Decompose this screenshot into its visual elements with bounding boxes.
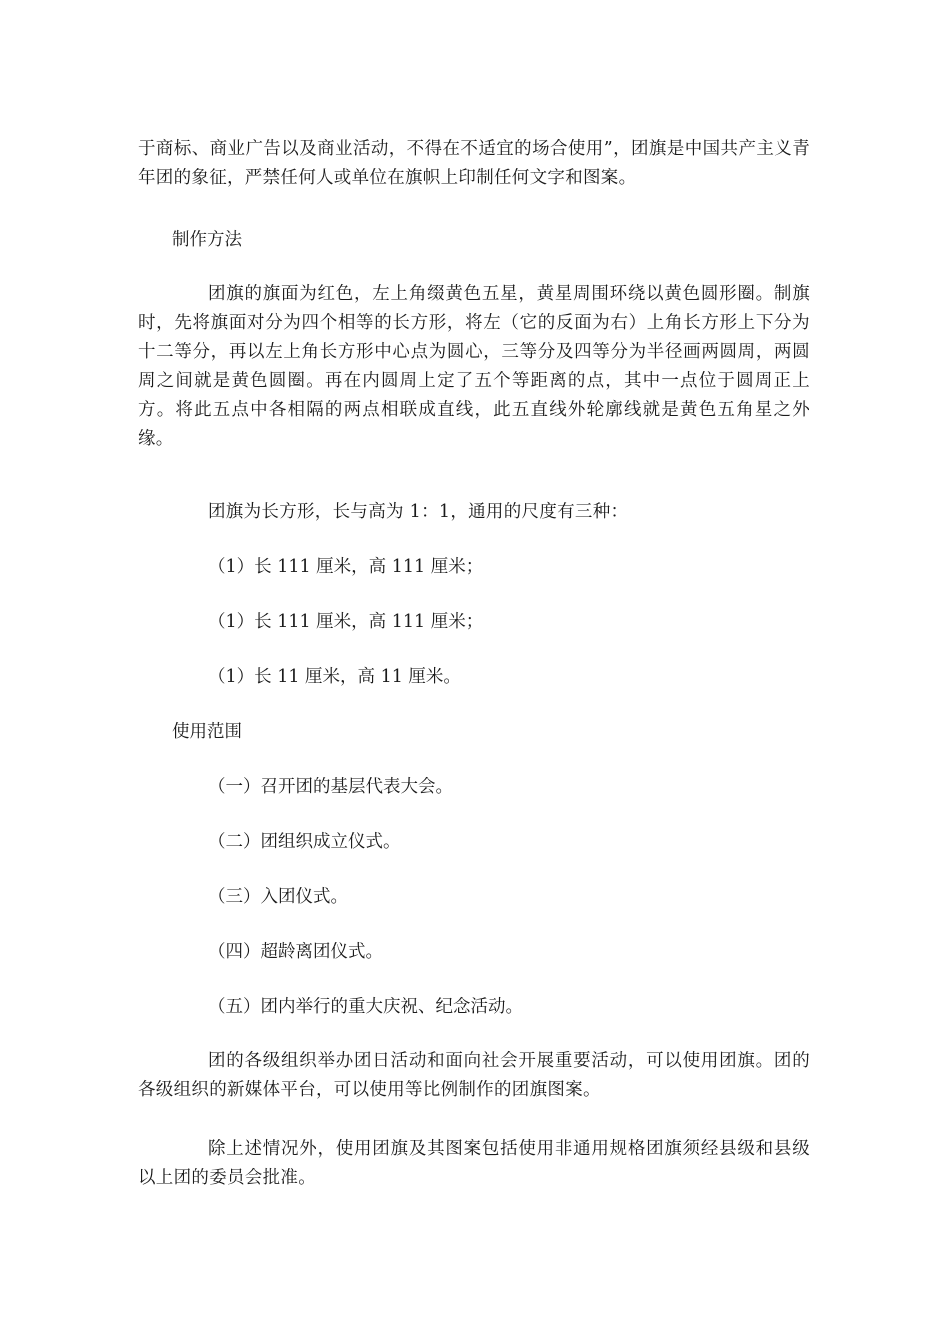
usage-paragraph-1: 团的各级组织举办团日活动和面向社会开展重要活动，可以使用团旗。团的各级组织的新媒体平台，可以使用等比例制作的团旗图案。 [138,1051,810,1100]
usage-item-3: （三）入团仪式。 [208,887,348,907]
heading-production-method: 制作方法 [172,230,242,250]
production-method-paragraph: 团旗的旗面为红色，左上角缀黄色五星，黄星周围环绕以黄色圆形圈。制旗时，先将旗面对分为四个相等的长方形，将左（它的反面为右）上角长方形上下分为十二等分，再以左上角长方形中心点为圆心，三等分及四等分为半径画两圆周，两圆周之间就是黄色圆圈。再在内圆周上定了五个等距离的点，其中一点位于圆周正上方。将此五点中各相隔的两点相联成直线，此五直线外轮廓线就是黄色五角星之外缘。 [138,284,810,449]
usage-item-2: （二）团组织成立仪式。 [208,832,401,852]
heading-usage-scope: 使用范围 [172,722,242,742]
size-intro-paragraph: 团旗为长方形，长与高为 1：1，通用的尺度有三种： [208,502,629,522]
size-item-1: （1）长 111 厘米，高 111 厘米； [208,557,484,577]
usage-item-1: （一）召开团的基层代表大会。 [208,777,453,797]
intro-paragraph: 于商标、商业广告以及商业活动，不得在不适宜的场合使用”，团旗是中国共产主义青年团的象征，严禁任何人或单位在旗帜上印制任何文字和图案。 [138,139,810,188]
size-item-2: （1）长 111 厘米，高 111 厘米； [208,612,484,632]
usage-item-4: （四）超龄离团仪式。 [208,942,383,962]
usage-item-5: （五）团内举行的重大庆祝、纪念活动。 [208,997,523,1017]
size-item-3: （1）长 11 厘米，高 11 厘米。 [208,667,461,687]
usage-paragraph-2: 除上述情况外，使用团旗及其图案包括使用非通用规格团旗须经县级和县级以上团的委员会批准。 [138,1139,810,1188]
